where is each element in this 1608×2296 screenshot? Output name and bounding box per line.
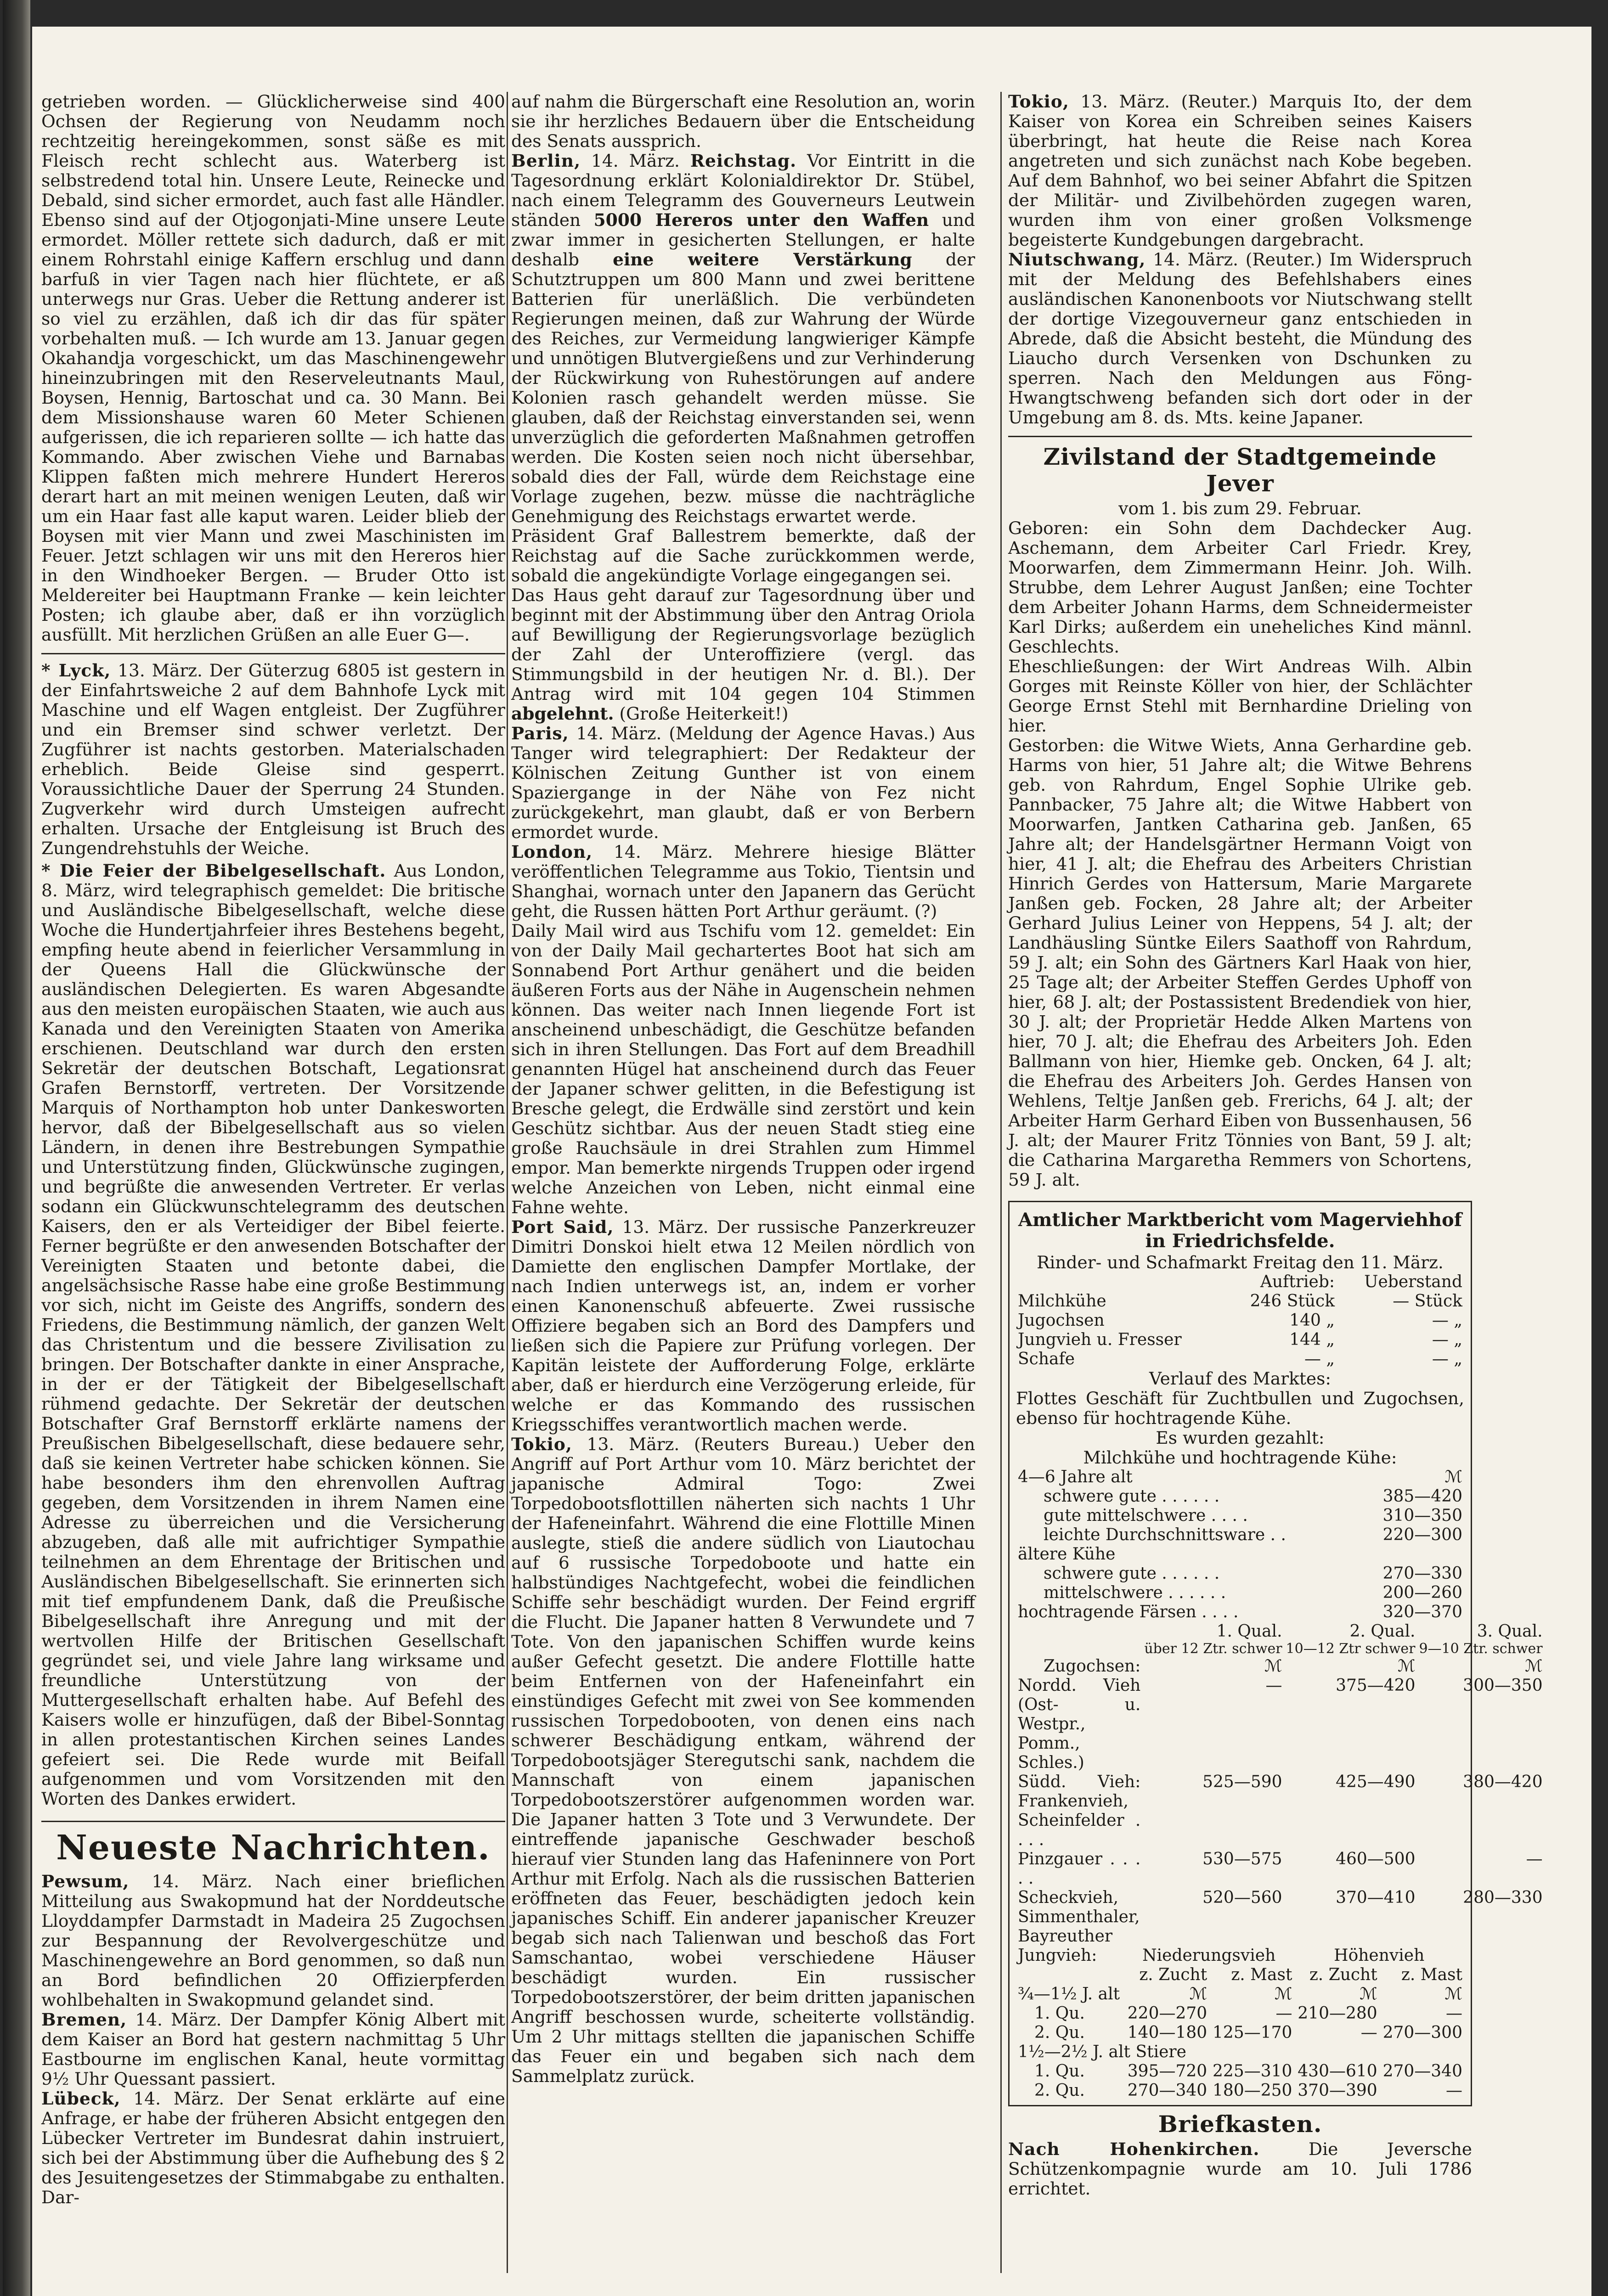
book-binding <box>3 0 30 2296</box>
cell-value: 270—340 <box>1127 2081 1207 2100</box>
article-text: der Schutztruppen um 800 Mann und zwei berittene Batterien für unerläßlich. Die verbündeten Regierungen meinen, daß zur Wahrung der Würde des Reiches, zur Vermeidung langwieriger Kämpfe und unnötigen Blutvergießens und zur Verhinderung der Rückwirkung von Ruhestörungen auf andere Kolonien rasch gehandelt werden müsse. Sie glauben, daß der Reichstag einverstanden sei, wenn unverzüglich die geforderten Maßnahmen getroffen werden. Die Kosten seien noch nicht übersehbar, sobald dies der Fall, würde dem Reichstage eine Vorlage zugehen, bezw. müsse die nachträgliche Genehmigung des Reichstags erwartet werde. <box>511 249 975 526</box>
article-paragraph <box>511 585 975 724</box>
article-text: 14. März. (Reuter.) Im Widerspruch mit der Meldung des Befehlshabers eines ausländischen Kanonenboots vor Niutschwang stellt der dortige Vizegouverneur ganz entschieden in Abrede, daß die Absicht besteht, die Mündung des Liaucho durch Versenken von Dschunken zu sperren. Nach den Meldungen aus Föng-Hwangtschweng befanden sich dort oder in der Umgebung am 8. ds. Mts. keine Japaner. <box>1008 249 1472 428</box>
currency-unit: ℳ <box>1189 1985 1207 2003</box>
table-row <box>1016 1564 1464 1583</box>
article-text: 13. März. (Reuters Bureau.) Ueber den Angriff auf Port Arthur vom 10. März berichtet der japanische Admiral Togo: Zwei Torpedobootsflottillen näherten sich nachts 1 Uhr der Hafeneinfahrt. Während die eine Flottille Minen auslegte, stieß die andere südlich von Liautochau auf 6 russische Torpedoboote und hatte ein halbstündiges Nachtgefecht, wobei die feindlichen Schiffe sehr beschädigt wurden. Der Feind ergriff die Flucht. Die Japaner hatten 8 Verwundete und 7 Tote. Von den japanischen Schiffen wurde keins außer Gefecht gesetzt. Die andere Flottille hatte beim Entfernen von der Hafeneinfahrt ein einstündiges Gefecht mit zwei von See kommenden russischen Torpedobooten, von denen eins nach schwerer Beschädigung entkam, während der Torpedobootsjäger Steregutschi sank, nachdem die Mannschaft von einem japanischen Torpedobootszerstörer aufgenommen worden war. Die Japaner hatten 3 Tote und 3 Verwundete. Der eintreffende japanische Geschwader beschoß hierauf vier Stunden lang das Hafeninnere von Port Arthur mit Erfolg. Nach als die russischen Batterien eröffneten das Feuer, beschädigten jedoch kein japanisches Schiff. Ein anderer japanischer Kreuzer begab sich nach Talienwan und beschoß das Fort Samschantao, wobei verschiedene Häuser beschädigt wurden. Ein russischer Torpedobootszerstörer, der beim dritten japanischen Angriff beschossen wurde, scheiterte vollständig. Um 2 Uhr mittags stellten die japanischen Schiffe das Feuer ein und begaben sich nach dem Sammelplatz zurück. <box>511 1434 975 2086</box>
divider <box>1008 436 1472 437</box>
article-text: Das Haus geht darauf zur Tagesordnung über und beginnt mit der Abstimmung über den Antrag Oriola auf Bewilligung der Regierungsvorlage bezüglich der Zahl der Unteroffiziere (vergl. das Stimmungsbild in der heutigen Nr. d. Bl.). Der Antrag wird mit 104 gegen 104 Stimmen <box>511 585 975 704</box>
cell-value: 270—340 <box>1382 2062 1462 2081</box>
cell-value: 370—390 <box>1298 2081 1377 2100</box>
article-text: 14. März. <box>581 151 690 171</box>
cell-value: 220—270 <box>1127 2004 1207 2023</box>
currency-unit: ℳ <box>1525 1657 1543 1676</box>
article-text: und zwar immer in gesicherten Stellungen, er halte deshalb <box>511 210 976 270</box>
dateline: Tokio, <box>511 1434 572 1454</box>
currency-unit: ℳ <box>1360 1985 1377 2003</box>
row-label: hochtragende Färsen . . . . <box>1018 1603 1239 1621</box>
cell-value: 225—310 <box>1213 2062 1292 2081</box>
market-cows-table <box>1016 1468 1464 1622</box>
market-course-text: Flottes Geschäft für Zuchtbullen und Zugochsen, ebenso für hochtragende Kühe. <box>1016 1388 1464 1428</box>
cell-value: — <box>1265 1676 1282 1695</box>
article-paris <box>511 724 975 842</box>
cell-value: — „ <box>1304 1350 1335 1368</box>
column-header: z. Mast <box>1401 1965 1462 1984</box>
article-tokio <box>511 1435 975 2086</box>
cell-value: 395—720 <box>1127 2062 1207 2081</box>
article-text: 13. März. Der Güterzug 6805 ist gestern in der Einfahrtsweiche 2 auf dem Bahnhofe Lyck mit Maschine und elf Wagen entgleist. Der Zugführer und ein Bremser sind schwer verletzt. Der Zugführer ist nachts gestorben. Materialschaden erheblich. Beide Gleise sind gesperrt. Voraussichtliche Dauer der Sperrung 24 Stunden. Zugverkehr wird durch Umsteigen aufrecht erhalten. Ursache der Entgleisung ist Bruch des Zungendrehstuhls der Weiche. <box>41 660 506 858</box>
cell-value: — Stück <box>1393 1292 1462 1311</box>
cell-value: 300—350 <box>1463 1676 1543 1695</box>
cell-value: 210—280 <box>1298 2004 1377 2023</box>
market-oxen-table <box>1016 1622 1545 1946</box>
article-niutschwang <box>1008 250 1472 428</box>
cell-value: — <box>1275 2004 1292 2023</box>
table-row <box>1016 2004 1464 2023</box>
row-label: schwere gute . . . . . . <box>1044 1487 1220 1506</box>
civil-marriages: Eheschließungen: der Wirt Andreas Wilh. Albin Gorges mit Reinste Köller von hier, der Schlächter George Ernst Stehl mit Bernhardine Drieling von hier. <box>1008 656 1472 736</box>
dateline: Nach Hohenkirchen. <box>1008 2139 1260 2159</box>
table-header-row <box>1016 1965 1464 1985</box>
dateline: Pewsum, <box>41 1871 130 1891</box>
cell-value: 280—330 <box>1463 1888 1543 1907</box>
table-row <box>1016 1676 1545 1773</box>
cell-value: 140 „ <box>1289 1311 1335 1330</box>
row-label: 2. Qu. <box>1034 2081 1085 2100</box>
civil-deaths: Gestorben: die Witwe Wiets, Anna Gerhardine geb. Harms von hier, 51 Jahre alt; die Witwe Behrens geb. von Rahrdum, Engel Sophie Ulrike geb. Pannbacker, 75 Jahre alt; die Witwe Habbert von Moorwarfen, Jantken Catharina geb. Janßen, 65 Jahre alt; der Handelsgärtner Hermann Voigt von hier, 41 J. alt; die Ehefrau des Arbeiters Christian Hinrich Gerdes von Hattersum, Marie Margarete Janßen geb. Focken, 28 Jahre alt; der Arbeiter Gerhard Julius Leiner von Heppens, 54 J. alt; der Landhäusling Süntke Eilers Saathoff von Rahrdum, 59 J. alt; ein Sohn des Gärtners Karl Haak von hier, 25 Tage alt; der Arbeiter Steffen Gerdes Uphoff von hier, 68 J. alt; der Postassistent Bredendiek von hier, 30 J. alt; der Proprietär Hedde Alken Martens von hier, 70 J. alt; die Ehefrau des Arbeiters Joh. Eden Ballmann von hier, Hiemke geb. Oncken, 64 J. alt; die Ehefrau des Arbeiters Joh. Gerdes Hansen von Wehlens, Teltje Janßen geb. Frerichs, 64 J. alt; der Arbeiter Harm Gerhard Eiben von Bussenhausen, 56 J. alt; der Maurer Fritz Tönnies von Bant, 59 J. alt; die Catharina Margaretha Remmers von Schortens, 59 J. alt. <box>1008 735 1472 1190</box>
article-text: 14. März. Der Senat erklärte auf eine Anfrage, er habe der früheren Absicht entgegen den Lübecker Vertreter im Bundesrat dahin instruiert, sich bei der Abstimmung über die Aufhebung des § 2 des Jesuitengesetzes der Stimmabgabe zu enthalten. Dar- <box>41 2088 505 2207</box>
cell-value: — „ <box>1432 1311 1462 1330</box>
civil-registry-title: Zivilstand der Stadtgemeinde Jever <box>1043 443 1437 497</box>
article-text: 13. März. (Reuter.) Marquis Ito, der dem Kaiser von Korea ein Schreiben seines Kaisers überbringt, hat heute die Reise nach Korea angetreten und sich zunächst nach Kobe begeben. Auf dem Bahnhof, wo bei seiner Abfahrt die Spitzen der Militär- und Zivilbehörden zugegen waren, wurden ihm von einer großen Volksmenge begeisterte Kundgebungen dargebracht. <box>1008 91 1472 250</box>
table-row <box>1016 2043 1464 2062</box>
column-subheader: 9—10 Ztr. schwer <box>1419 1641 1543 1657</box>
cell-value: — <box>1446 2004 1462 2023</box>
cell-value: 370—410 <box>1336 1888 1416 1907</box>
currency-unit: ℳ <box>1444 1985 1462 2003</box>
civil-registry-period: vom 1. bis zum 29. Februar. <box>1118 498 1362 518</box>
row-label: ältere Kühe <box>1018 1545 1116 1564</box>
row-label: gute mittelschwere . . . . <box>1044 1506 1248 1525</box>
table-header-row <box>1016 1622 1545 1641</box>
row-label: Pinzgauer . . . . . <box>1018 1850 1141 1888</box>
column-header: z. Zucht <box>1139 1965 1207 1984</box>
row-label: Nordd. Vieh (Ost- u. Westpr., Pomm., Schles.) <box>1018 1676 1141 1772</box>
currency-unit: ℳ <box>1264 1657 1282 1676</box>
cell-value: 380—420 <box>1463 1773 1543 1791</box>
cell-value: 375—420 <box>1336 1676 1416 1695</box>
dateline: Paris, <box>511 723 569 743</box>
table-row <box>1016 1330 1464 1350</box>
article-emphasis: 5000 Hereros unter den Waffen <box>593 210 929 230</box>
column-header: 1. Qual. <box>1216 1622 1282 1641</box>
currency-unit: ℳ <box>1444 1468 1462 1486</box>
row-label: leichte Durchschnittsware . . <box>1044 1525 1286 1544</box>
dateline: Niutschwang, <box>1008 249 1146 270</box>
table-row <box>1016 1657 1545 1676</box>
cell-value: 520—560 <box>1202 1888 1282 1907</box>
article-text: Aus London, 8. März, wird telegraphisch gemeldet: Die britische und Ausländische Bibelgesellschaft, welche diese Woche die Hundertjahrfeier ihres Bestehens begeht, empfing heute abend in feierlicher Versammlung in der Queens Hall die Glückwünsche der ausländischen Delegierten. Es waren Abgesandte aus den meisten europäischen Staaten, wie auch aus Kanada und den Vereinigten Staaten von Amerika erschienen. Deutschland war durch den ersten Sekretär der deutschen Botschaft, Legationsrat Grafen Bernstorff, vertreten. Der Vorsitzende Marquis of Northampton hob unter Dankesworten hervor, daß der Bibelgesellschaft aus so vielen Ländern, in denen ihre Bestrebungen Sympathie und Unterstützung finden, Glückwünsche zugingen, und begrüßte die anwesenden Vertreter. Er verlas sodann ein Glückwunschtelegramm des deutschen Kaisers, den er als Verteidiger der Bibel feierte. Ferner begrüßte er den anwesenden Botschafter der Vereinigten Staaten und betonte dabei, die angelsächsische Rasse habe eine große Bestimmung vor sich, nicht im Geiste des Angriffs, sondern des Friedens, die Bestimmung nämlich, der ganzen Welt das Christentum und die bessere Zivilisation zu bringen. Der Botschafter dankte in einer Ansprache, in der er der Tätigkeit der Bibelgesellschaft rühmend gedachte. Der Sekretär der deutschen Botschafter Graf Bernstorff erklärte namens der Preußischen Bibelgesellschaft, diese bedauere sehr, daß sie keinen Vertreter habe schicken können. Sie habe besonders ihm den ehrenvollen Auftrag gegeben, dem Vorsitzenden in ihrem Namen eine Adresse zu überreichen und die Versicherung abzugeben, daß alle mit aufrichtiger Sympathie teilnehmen an dem Ehrentage der Britischen und Ausländischen Bibelgesellschaft. Sie erinnerten sich mit tief empfundenem Dank, daß die Preußische Bibelgesellschaft ihre Anregung und mit der wertvollen Hilfe der Britischen Gesellschaft gegründet sei, und viele Jahre lang wirksame und freundliche Unterstützung von der Muttergesellschaft erhalten habe. Auf Befehl des Kaisers wolle er hinzufügen, daß der Bibel-Sonntag in allen protestantischen Kirchen seines Landes gefeiert sei. Die Rede wurde mit Beifall aufgenommen und vom Vorsitzenden mit den Worten des Dankes erwidert. <box>41 861 505 1809</box>
article-lyck <box>41 661 505 858</box>
column-header: Höhenvieh <box>1334 1946 1425 1965</box>
cell-value: 270—300 <box>1382 2023 1462 2042</box>
article-letter-continuation: getrieben worden. — Glücklicherweise sind 400 Ochsen der Regierung von Neudamm noch rechtzeitig hereingekommen, sonst säße es mit Fleisch recht schlecht aus. Waterberg ist selbstredend total hin. Unsere Leute, Reinecke und Debald, sind sicher ermordet, auch fast alle Händler. Ebenso sind auf der Otjogonjati-Mine unsere Leute ermordet. Möller rettete sich dadurch, daß er mit einem Rohrstahl einige Kaffern erschlug und dann barfuß in vier Tagen nach hier flüchtete, er aß unterwegs nur Gras. Ueber die Rettung anderer ist so viel zu erzählen, daß ich dir das für später vorbehalten muß. — Ich wurde am 13. Januar gegen Okahandja vorgeschickt, um das Maschinengewehr hineinzubringen mit den Reserveleutnants Maul, Boysen, Hennig, Bartoschat und ca. 30 Mann. Bei dem Missionshause waren 60 Meter Schienen aufgerissen, die ich reparieren sollte — ich hatte das Kommando. Aber zwischen Viehe und Barnabas Klippen faßten mich mehrere Hundert Hereros derart hart an mit meinen wenigen Leuten, daß wir um ein Haar fast alle kaput waren. Leider blieb der Boysen mit vier Mann und zwei Maschinisten im Feuer. Jetzt schlagen wir uns mit den Hereros hier in den Windhoeker Bergen. — Bruder Otto ist Meldereiter bei Hauptmann Franke — kein leichter Posten; ich glaube aber, daß er ihn vorzüglich ausfüllt. Mit herzlichen Grüßen an alle Euer G—. <box>41 91 505 645</box>
cell-value: 144 „ <box>1289 1330 1335 1349</box>
article-text: 14. März. Der Dampfer König Albert mit dem Kaiser an Bord hat gestern nachmittag 5 Uhr Eastbourne im englischen Kanal, heute vormittag 9½ Uhr Quessant passiert. <box>41 2009 505 2089</box>
column-header: Auftrieb: <box>1260 1272 1335 1291</box>
column-rule-2 <box>1000 92 1002 2273</box>
table-row <box>1016 2023 1464 2043</box>
cell-value: 310—350 <box>1382 1506 1462 1525</box>
article-tokio-ito <box>1008 92 1472 250</box>
dateline: Tokio, <box>1008 91 1069 112</box>
dateline: Berlin, <box>511 151 581 171</box>
dateline: London, <box>511 842 593 862</box>
table-row <box>1016 2081 1464 2100</box>
article-emphasis: eine weitere Verstärkung <box>613 249 912 270</box>
dateline: * Lyck, <box>41 660 111 681</box>
cell-value: 220—300 <box>1382 1525 1462 1544</box>
row-label: Schafe <box>1018 1350 1075 1368</box>
article-pewsum <box>41 1872 505 2010</box>
article-keyword: Reichstag. <box>690 151 797 171</box>
row-label: Scheckvieh, Simmenthaler, Bayreuther <box>1018 1888 1140 1946</box>
table-row <box>1016 2062 1464 2081</box>
article-emphasis: abgelehnt. <box>511 703 614 724</box>
table-row <box>1016 1506 1464 1525</box>
dateline: Bremen, <box>41 2009 127 2030</box>
market-cows-heading: Milchkühe und hochtragende Kühe: <box>1083 1447 1397 1468</box>
cell-value: 530—575 <box>1202 1850 1282 1868</box>
cell-value: 270—330 <box>1382 1564 1462 1583</box>
market-report-box <box>1008 1201 1543 2106</box>
article-text: 14. März. Mehrere hiesige Blätter veröffentlichen Telegramme aus Tokio, Tientsin und Shanghai, wornach unter den Japanern das Gerücht geht, die Russen hätten Port Arthur geräumt. (?) <box>511 842 975 921</box>
row-label: schwere gute . . . . . . <box>1044 1564 1220 1583</box>
dateline: Lübeck, <box>41 2088 121 2109</box>
article-text: Die Jeversche Schützenkompagnie wurde am 10. Juli 1786 errichtet. <box>1008 2139 1472 2199</box>
row-label: 4—6 Jahre alt <box>1018 1468 1133 1486</box>
article-london <box>511 842 975 921</box>
market-course-heading: Verlauf des Marktes: <box>1149 1368 1331 1389</box>
market-report-date: Rinder- und Schafmarkt Freitag den 11. März. <box>1037 1252 1444 1272</box>
letterbox-heading: Briefkasten. <box>1158 2110 1322 2138</box>
article-text: 14. März. (Meldung der Agence Havas.) Aus Tanger wird telegraphiert: Der Redakteur der Kölnischen Zeitung Gunther ist von einem Spaziergange in der Nähe von Fez nicht zurückgekehrt, man glaubt, daß er von Berbern ermordet wurde. <box>511 723 975 842</box>
row-label: Milchkühe <box>1018 1292 1106 1311</box>
cell-value: 140—180 <box>1127 2023 1207 2042</box>
market-youngstock-table <box>1016 1946 1464 2100</box>
table-header-row <box>1016 1272 1464 1292</box>
row-label: ¾—1½ J. alt <box>1018 1985 1120 2003</box>
row-label: mittelschwere . . . . . . <box>1044 1583 1226 1602</box>
table-row <box>1016 1311 1464 1330</box>
article-text: 14. März. Nach einer brieflichen Mitteilung aus Swakopmund hat der Norddeutsche Lloyddampfer Darmstadt in Madeira 25 Zugochsen zur Bespannung der Revolvergeschütze und Maschinengewehre an Bord genommen, so daß nun an Bord befindlichen 20 Offizierpferden wohlbehalten in Swakopmund gelandet sind. <box>41 1871 505 2010</box>
article-port-said <box>511 1217 975 1435</box>
article-bremen <box>41 2010 505 2089</box>
market-supply-table <box>1016 1272 1464 1369</box>
cell-value: — „ <box>1432 1330 1462 1349</box>
table-row <box>1016 1292 1464 1311</box>
table-row <box>1016 1603 1464 1622</box>
column-header: 2. Qual. <box>1349 1622 1416 1641</box>
cell-value: 200—260 <box>1382 1583 1462 1602</box>
table-row <box>1016 1850 1545 1888</box>
table-row <box>1016 1487 1464 1506</box>
article-luebeck <box>41 2089 505 2207</box>
cell-value: 430—610 <box>1298 2062 1377 2081</box>
section-heading-latest-news: Neueste Nachrichten. <box>56 1828 491 1868</box>
currency-unit: ℳ <box>1398 1657 1416 1676</box>
column-subheader: über 12 Ztr. schwer <box>1144 1641 1282 1657</box>
cell-value: — „ <box>1432 1350 1462 1368</box>
civil-births: Geboren: ein Sohn dem Dachdecker Aug. Aschemann, dem Arbeiter Carl Friedr. Krey, Moorwarfen, dem Zimmermann Heinr. Joh. Wilh. Strubbe, dem Lehrer August Janßen; eine Tochter dem Arbeiter Johann Harms, dem Schneidermeister Karl Dirks; außerdem ein uneheliches Kind männl. Geschlechts. <box>1008 518 1472 657</box>
cell-value: — <box>1360 2023 1377 2042</box>
cell-value: — <box>1526 1850 1543 1868</box>
table-row <box>1016 1468 1464 1487</box>
article-luebeck-continuation: auf nahm die Bürgerschaft eine Resolution an, worin sie ihr herzliches Bedauern über die Entscheidung des Senats aussprich. <box>511 91 975 151</box>
table-row <box>1016 1583 1464 1603</box>
article-berlin-reichstag <box>511 151 975 526</box>
cell-value: 460—500 <box>1336 1850 1416 1868</box>
row-label: 1. Qu. <box>1034 2004 1085 2023</box>
article-paragraph: Daily Mail wird aus Tschifu vom 12. gemeldet: Ein von der Daily Mail gechartertes Boot hat sich am Sonnabend Port Arthur genähert und die beiden äußeren Forts aus der Nähe in Augenschein nehmen können. Das weiter nach Innen liegende Fort ist anscheinend unbeschädigt, die Geschütze befanden sich in ihren Stellungen. Das Fort auf dem Breadhill genannten Hügel hat anscheinend durch das Feuer der Japaner schwer gelitten, in die Befestigung ist Bresche gelegt, die Erdwälle sind zerstört und kein Geschütz sichtbar. Aus der neuen Stadt stieg eine große Rauchsäule in drei Strahlen zum Himmel empor. Man bemerkte nirgends Truppen oder irgend welche Anzeichen von Leben, nicht einmal eine Fahne wehte. <box>511 921 975 1217</box>
table-row <box>1016 1525 1464 1545</box>
dateline: Port Said, <box>511 1217 614 1237</box>
column-header: Ueberstand <box>1364 1272 1462 1291</box>
table-header-row <box>1016 1641 1545 1657</box>
row-label: Südd. Vieh: Frankenvieh, Scheinfelder . . . . <box>1018 1773 1141 1849</box>
cell-value: 525—590 <box>1202 1773 1282 1791</box>
cell-value: 180—250 <box>1213 2081 1292 2100</box>
column-header: Niederungsvieh <box>1142 1946 1276 1965</box>
cell-value: 246 Stück <box>1250 1292 1335 1311</box>
row-label: Jungvieh u. Fresser <box>1018 1330 1182 1349</box>
table-row <box>1016 1350 1464 1369</box>
divider <box>41 653 505 654</box>
article-text: 13. März. Der russische Panzerkreuzer Dimitri Donskoi hielt etwa 12 Meilen nördlich von Damiette den englischen Dampfer Mortlake, der nach Indien unterwegs ist, an, indem er vorher einen Kanonenschuß abfeuerte. Zwei russische Offiziere begaben sich an Bord des Dampfers und ließen sich die Papiere zur Prüfung vorlegen. Der Kapitän leistete der Aufforderung Folge, erklärte aber, daß er hierdurch eine Verzögerung erleide, für welche er das Kommando des russischen Kriegsschiffes verantwortlich machen werde. <box>511 1217 975 1435</box>
market-paid-heading: Es wurden gezahlt: <box>1156 1428 1325 1448</box>
currency-unit: ℳ <box>1274 1985 1292 2003</box>
divider <box>41 1821 505 1822</box>
cell-value: — <box>1446 2081 1462 2100</box>
table-row <box>1016 1888 1545 1946</box>
cell-value: 320—370 <box>1382 1603 1462 1621</box>
row-label: 2. Qu. <box>1034 2023 1085 2042</box>
column-2 <box>511 92 975 2086</box>
column-3 <box>1008 91 1543 2199</box>
row-label: 1½—2½ J. alt Stiere <box>1018 2043 1186 2061</box>
column-header: z. Mast <box>1231 1965 1292 1984</box>
article-text: (Große Heiterkeit!) <box>614 703 789 724</box>
row-label: Jugochsen <box>1018 1311 1105 1330</box>
dateline: * Die Feier der Bibelgesellschaft. <box>41 861 386 881</box>
column-subheader: 10—12 Ztr schwer <box>1286 1641 1416 1657</box>
article-bible-society <box>41 861 505 1809</box>
article-paragraph: Präsident Graf Ballestrem bemerkte, daß der Reichstag auf die Sache zurückkommen werde, sobald die angekündigte Vorlage eingegangen sei. <box>511 526 975 585</box>
table-row <box>1016 1985 1464 2004</box>
row-label: Zugochsen: <box>1044 1657 1141 1676</box>
table-header-row <box>1016 1946 1464 1965</box>
market-report-title: Amtlicher Marktbericht vom Magerviehhof in Friedrichsfelde. <box>1018 1209 1462 1252</box>
article-text: Vor Eintritt in die Tagesordnung erklärt Kolonialdirektor Dr. Stübel, nach einem Telegramm des Gouverneurs Leutwein ständen <box>511 151 975 230</box>
cell-value: 425—490 <box>1336 1773 1416 1791</box>
row-label: Jungvieh: <box>1018 1946 1097 1965</box>
table-row <box>1016 1773 1545 1850</box>
column-header: 3. Qual. <box>1477 1622 1543 1641</box>
cell-value: 125—170 <box>1213 2023 1292 2042</box>
column-1 <box>41 92 505 2207</box>
cell-value: 385—420 <box>1382 1487 1462 1506</box>
column-header: z. Zucht <box>1309 1965 1377 1984</box>
table-row <box>1016 1545 1464 1564</box>
row-label: 1. Qu. <box>1034 2062 1085 2081</box>
letterbox-entry <box>1008 2139 1472 2199</box>
column-rule-1 <box>507 92 508 2273</box>
